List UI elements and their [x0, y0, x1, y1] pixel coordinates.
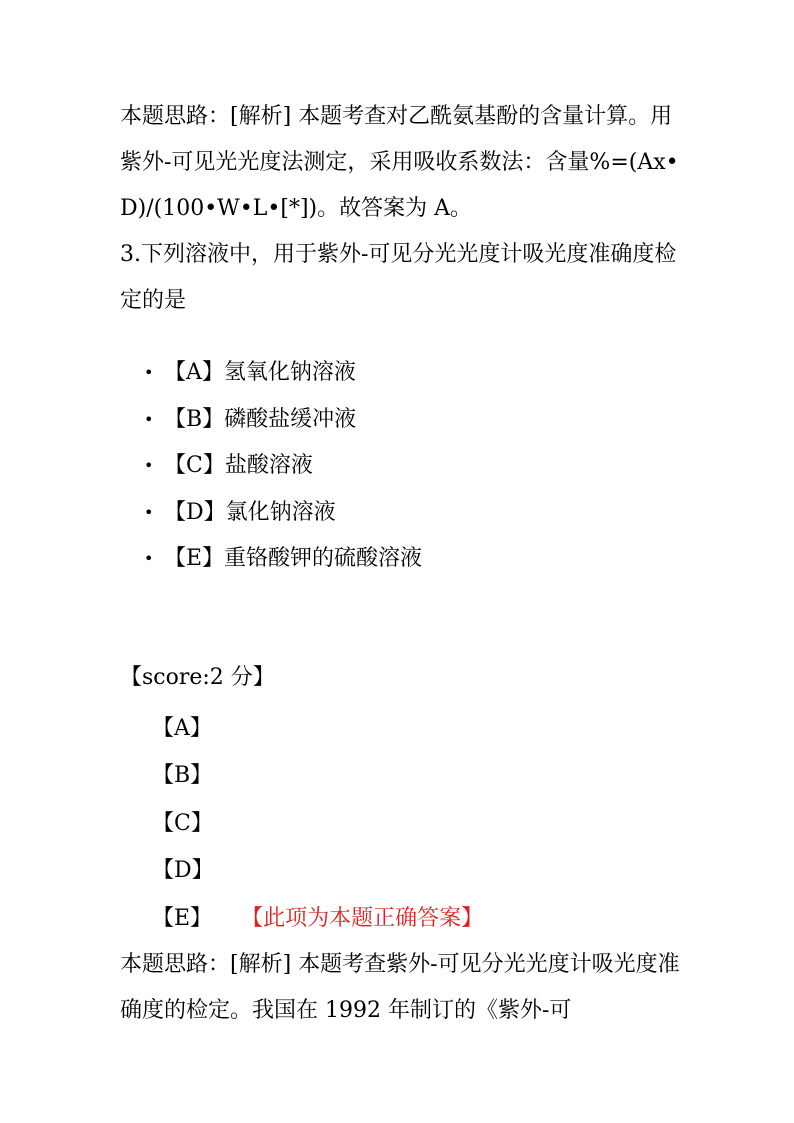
option-list	[120, 350, 680, 583]
score-label: 【score:2 分】	[120, 664, 275, 690]
question-text: 3.下列溶液中，用于紫外-可见分光光度计吸光度准确度检定的是	[120, 242, 677, 313]
answer-item-a: 【A】	[152, 715, 212, 741]
answer-item-d: 【D】	[152, 858, 214, 883]
answer-item-e: 【E】 【此项为本题正确答案】	[152, 905, 484, 931]
bullet-icon: •	[144, 409, 154, 429]
option-item-e: • 【E】重铬酸钾的硫酸溶液	[120, 536, 680, 583]
bullet-icon: •	[144, 549, 154, 568]
answer-item-b: 【B】	[152, 763, 213, 788]
document-page	[120, 94, 680, 1034]
option-item-c: • 【C】盐酸溶液	[120, 443, 680, 490]
answer-explanation: 本题思路：[解析] 本题考查紫外-可见分光光度计吸光度准确度的检定。我国在 1992 年制订的《紫外-可	[120, 952, 680, 1023]
bullet-icon: •	[144, 363, 154, 382]
bullet-icon: •	[144, 456, 154, 475]
option-item-a: • 【A】氢氧化钠溶液	[120, 350, 680, 397]
option-item-d: • 【D】氯化钠溶液	[120, 490, 680, 537]
correct-answer-mark: 【此项为本题正确答案】	[252, 905, 484, 931]
previous-explanation: 本题思路：[解析] 本题考查对乙酰氨基酚的含量计算。用紫外-可见光光度法测定，采用吸收系数法：含量%=(Ax•D)/(100•W•L•[*])。故答案为 A。	[120, 104, 679, 221]
option-item-b: • 【B】磷酸盐缓冲液	[120, 397, 680, 444]
answer-item-c: 【C】	[152, 810, 213, 836]
answer-list	[120, 705, 680, 943]
bullet-icon: •	[144, 502, 154, 522]
